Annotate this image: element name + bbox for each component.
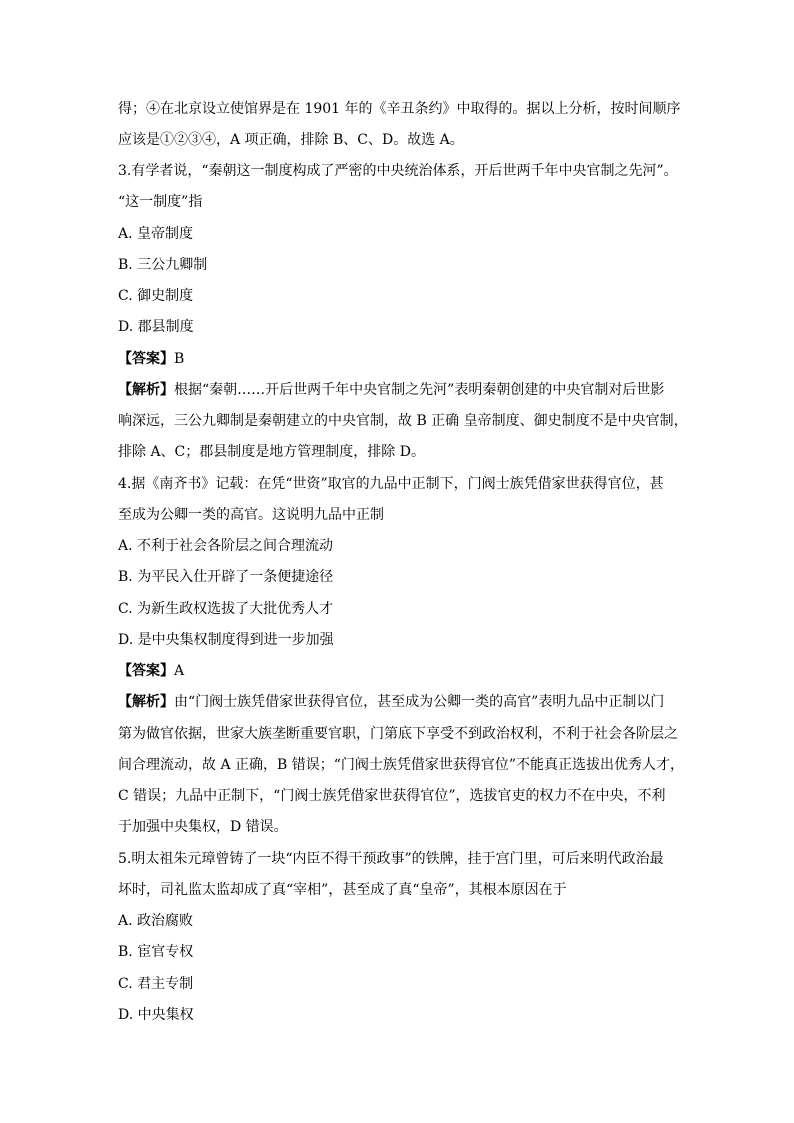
q4-analysis-label: 【解析】 xyxy=(118,694,174,710)
q3-analysis-text-1: 根据“秦朝……开后世两千年中央官制之先河”表明秦朝创建的中央官制对后世影 xyxy=(174,382,665,398)
q3-option-a: A. 皇帝制度 xyxy=(118,226,194,242)
q4-option-a: A. 不利于社会各阶层之间合理流动 xyxy=(118,538,334,554)
q4-option-c: C. 为新生政权选拔了大批优秀人才 xyxy=(118,601,334,617)
q4-answer-value: A xyxy=(174,663,185,679)
q4-analysis-text-1: 由“门阀士族凭借家世获得官位，甚至成为公卿一类的高官”表明九品中正制以门 xyxy=(174,694,665,710)
q3-analysis-line-1 xyxy=(118,380,688,400)
q4-analysis-line-2: 第为做官依据，世家大族垄断重要官职，门第底下享受不到政治权利，不利于社会各阶层之 xyxy=(118,726,678,742)
prev-analysis-line-1: 得；④在北京设立使馆界是在 1901 年的《辛丑条约》中取得的。据以上分析，按时间顺序 xyxy=(118,101,681,117)
q3-analysis-label: 【解析】 xyxy=(118,382,174,398)
q3-analysis-line-2: 响深远，三公九卿制是秦朝建立的中央官制，故 B 正确 皇帝制度、御史制度不是中央官制， xyxy=(118,413,688,429)
q3-answer xyxy=(118,349,688,369)
q5-stem-line-2: 坏时，司礼监太监却成了真“宰相”，甚至成了真“皇帝”，其根本原因在于 xyxy=(118,882,567,898)
q4-analysis-line-3: 间合理流动，故 A 正确，B 错误；“门阀士族凭借家世获得官位”不能真正选拔出优秀人才， xyxy=(118,757,685,773)
q4-answer xyxy=(118,661,688,681)
q4-option-b: B. 为平民入仕开辟了一条便捷途径 xyxy=(118,569,334,585)
q5-stem-line-1: 5.明太祖朱元璋曾铸了一块“内臣不得干预政事”的铁牌，挂于宫门里，可后来明代政治最 xyxy=(118,851,664,867)
q3-option-b: B. 三公九卿制 xyxy=(118,257,208,273)
q5-option-d: D. 中央集权 xyxy=(118,1007,194,1023)
q4-stem-line-2: 至成为公卿一类的高官。这说明九品中正制 xyxy=(118,507,384,523)
q5-option-a: A. 政治腐败 xyxy=(118,913,194,929)
q3-stem-line-2: “这一制度”指 xyxy=(118,194,203,210)
q4-answer-label: 【答案】 xyxy=(118,663,174,679)
q4-analysis-line-4: C 错误；九品中正制下，“门阀士族凭借家世获得官位”，选拔官吏的权力不在中央，不利 xyxy=(118,788,666,804)
prev-analysis-line-2: 应该是①②③④，A 项正确，排除 B、C、D。故选 A。 xyxy=(118,132,464,148)
q4-analysis-line-5: 于加强中央集权，D 错误。 xyxy=(118,819,288,835)
q3-answer-label: 【答案】 xyxy=(118,351,174,367)
q3-answer-value: B xyxy=(174,351,185,367)
q4-analysis-line-1 xyxy=(118,692,688,712)
q3-stem-line-1: 3.有学者说，“秦朝这一制度构成了严密的中央统治体系，开后世两千年中央官制之先河”。 xyxy=(118,163,678,179)
q4-stem-line-1: 4.据《南齐书》记载：在凭“世资”取官的九品中正制下，门阀士族凭借家世获得官位，甚 xyxy=(118,476,664,492)
q3-option-d: D. 郡县制度 xyxy=(118,319,194,335)
q5-option-b: B. 宦官专权 xyxy=(118,944,194,960)
q3-analysis-line-3: 排除 A、C；郡县制度是地方管理制度，排除 D。 xyxy=(118,444,425,460)
q5-option-c: C. 君主专制 xyxy=(118,976,194,992)
q4-option-d: D. 是中央集权制度得到进一步加强 xyxy=(118,632,334,648)
q3-option-c: C. 御史制度 xyxy=(118,288,194,304)
